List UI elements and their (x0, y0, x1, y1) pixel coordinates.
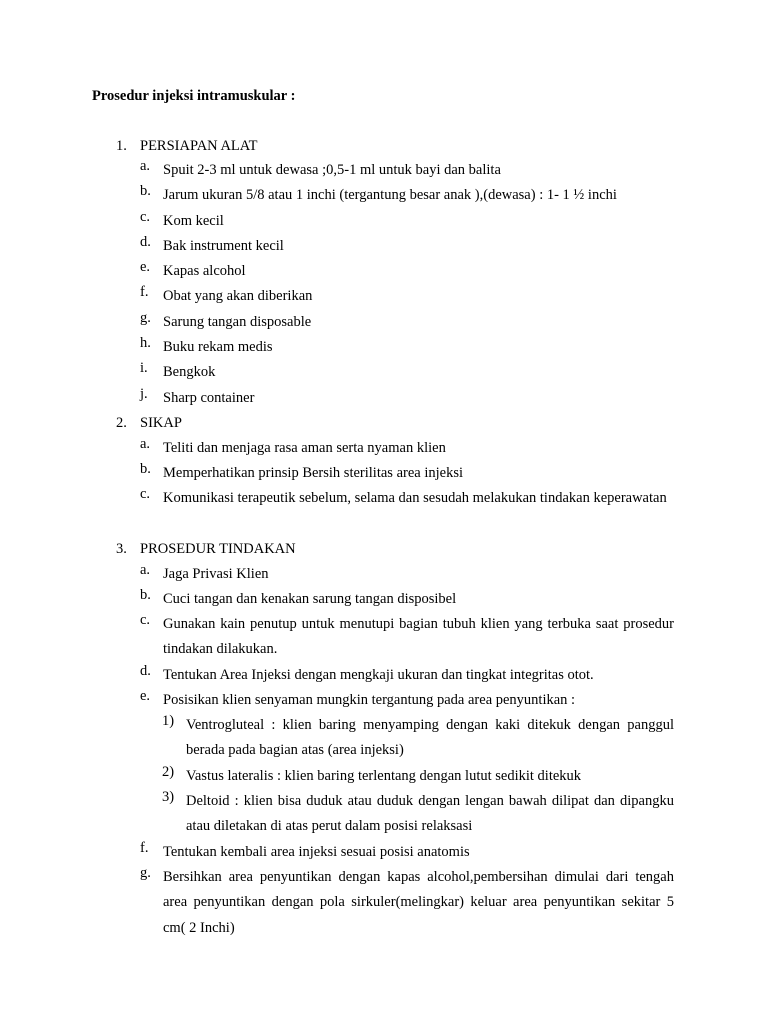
list-marker: i. (140, 360, 148, 376)
sub-list-text: Vastus lateralis : klien baring terlentang dengan lutut sedikit ditekuk (186, 768, 582, 784)
section-number: 3. (116, 541, 127, 557)
list-item (140, 865, 674, 941)
list-item (140, 688, 674, 713)
section-number: 1. (116, 138, 127, 154)
list-text: Memperhatikan prinsip Bersih sterilitas area injeksi (163, 465, 463, 481)
list-text: Kapas alcohol (163, 263, 246, 279)
list-marker: f. (140, 284, 149, 300)
list-marker: d. (140, 234, 151, 250)
list-text: Bersihkan area penyuntikan dengan kapas alcohol,pembersihan dimulai dari tengah area penyuntikan dengan pola sirkuler(melingkar) keluar area penyuntikan sekitar 5 cm( 2 Inchi) (163, 869, 674, 936)
sub-list-marker: 1) (162, 713, 175, 729)
list-text: Gunakan kain penutup untuk menutupi bagian tubuh klien yang terbuka saat prosedur tindakan dilakukan. (163, 616, 674, 658)
document-title: Prosedur injeksi intramuskular : (92, 88, 296, 104)
list-item (140, 209, 674, 234)
list-marker: e. (140, 688, 151, 704)
sub-list-item (162, 713, 674, 764)
list-marker: a. (140, 158, 151, 174)
sub-list-text: Ventrogluteal : klien baring menyamping dengan kaki ditekuk dengan panggul berada pada bagian atas (area injeksi) (186, 717, 674, 759)
list-marker: e. (140, 259, 151, 275)
list-item (140, 587, 674, 612)
list-text: Posisikan klien senyaman mungkin tergantung pada area penyuntikan : (163, 692, 576, 708)
section-number: 2. (116, 415, 127, 431)
list-marker: g. (140, 865, 151, 881)
list-item (140, 158, 674, 183)
list-item (140, 436, 674, 461)
list-marker: a. (140, 436, 151, 452)
sub-list-marker: 2) (162, 764, 175, 780)
list-text: Sharp container (163, 390, 255, 406)
section-title: PROSEDUR TINDAKAN (140, 541, 296, 557)
sub-list-item (162, 789, 674, 840)
section-heading (116, 138, 258, 155)
list-text: Kom kecil (163, 213, 224, 229)
list-text: Bengkok (163, 364, 216, 380)
list-text: Obat yang akan diberikan (163, 288, 313, 304)
list-marker: a. (140, 562, 151, 578)
list-item (140, 486, 674, 511)
section-heading (116, 541, 296, 558)
list-item (140, 234, 674, 259)
list-marker: g. (140, 310, 151, 326)
list-marker: j. (140, 386, 148, 402)
list-text: Jarum ukuran 5/8 atau 1 inchi (tergantung besar anak ),(dewasa) : 1- 1 ½ inchi (163, 187, 617, 203)
list-item (140, 310, 674, 335)
section-heading (116, 415, 182, 432)
list-item (140, 259, 674, 284)
list-text: Buku rekam medis (163, 339, 273, 355)
list-item (140, 284, 674, 309)
list-marker: b. (140, 461, 151, 477)
sub-list-item (162, 764, 674, 789)
list-text: Spuit 2-3 ml untuk dewasa ;0,5-1 ml untuk bayi dan balita (163, 162, 501, 178)
list-item (140, 335, 674, 360)
list-text: Tentukan Area Injeksi dengan mengkaji ukuran dan tingkat integritas otot. (163, 667, 594, 683)
section-title: SIKAP (140, 415, 182, 431)
list-text: Jaga Privasi Klien (163, 566, 269, 582)
list-item (140, 562, 674, 587)
sub-list-marker: 3) (162, 789, 175, 805)
list-text: Cuci tangan dan kenakan sarung tangan disposibel (163, 591, 457, 607)
sub-list-text: Deltoid : klien bisa duduk atau duduk dengan lengan bawah dilipat dan dipangku atau diletakan di atas perut dalam posisi relaksasi (186, 793, 674, 835)
list-marker: f. (140, 840, 149, 856)
list-item (140, 461, 674, 486)
list-marker: c. (140, 612, 151, 628)
list-item (140, 183, 674, 208)
list-item (140, 386, 674, 411)
list-marker: c. (140, 486, 151, 502)
list-item (140, 612, 674, 663)
list-text: Teliti dan menjaga rasa aman serta nyaman klien (163, 440, 446, 456)
list-marker: b. (140, 183, 151, 199)
list-marker: b. (140, 587, 151, 603)
list-marker: c. (140, 209, 151, 225)
list-item (140, 663, 674, 688)
list-marker: h. (140, 335, 151, 351)
list-text: Bak instrument kecil (163, 238, 284, 254)
section-title: PERSIAPAN ALAT (140, 138, 258, 154)
list-item (140, 840, 674, 865)
list-text: Tentukan kembali area injeksi sesuai posisi anatomis (163, 844, 470, 860)
list-item (140, 360, 674, 385)
list-text: Sarung tangan disposable (163, 314, 312, 330)
list-text: Komunikasi terapeutik sebelum, selama dan sesudah melakukan tindakan keperawatan (163, 490, 667, 506)
list-marker: d. (140, 663, 151, 679)
